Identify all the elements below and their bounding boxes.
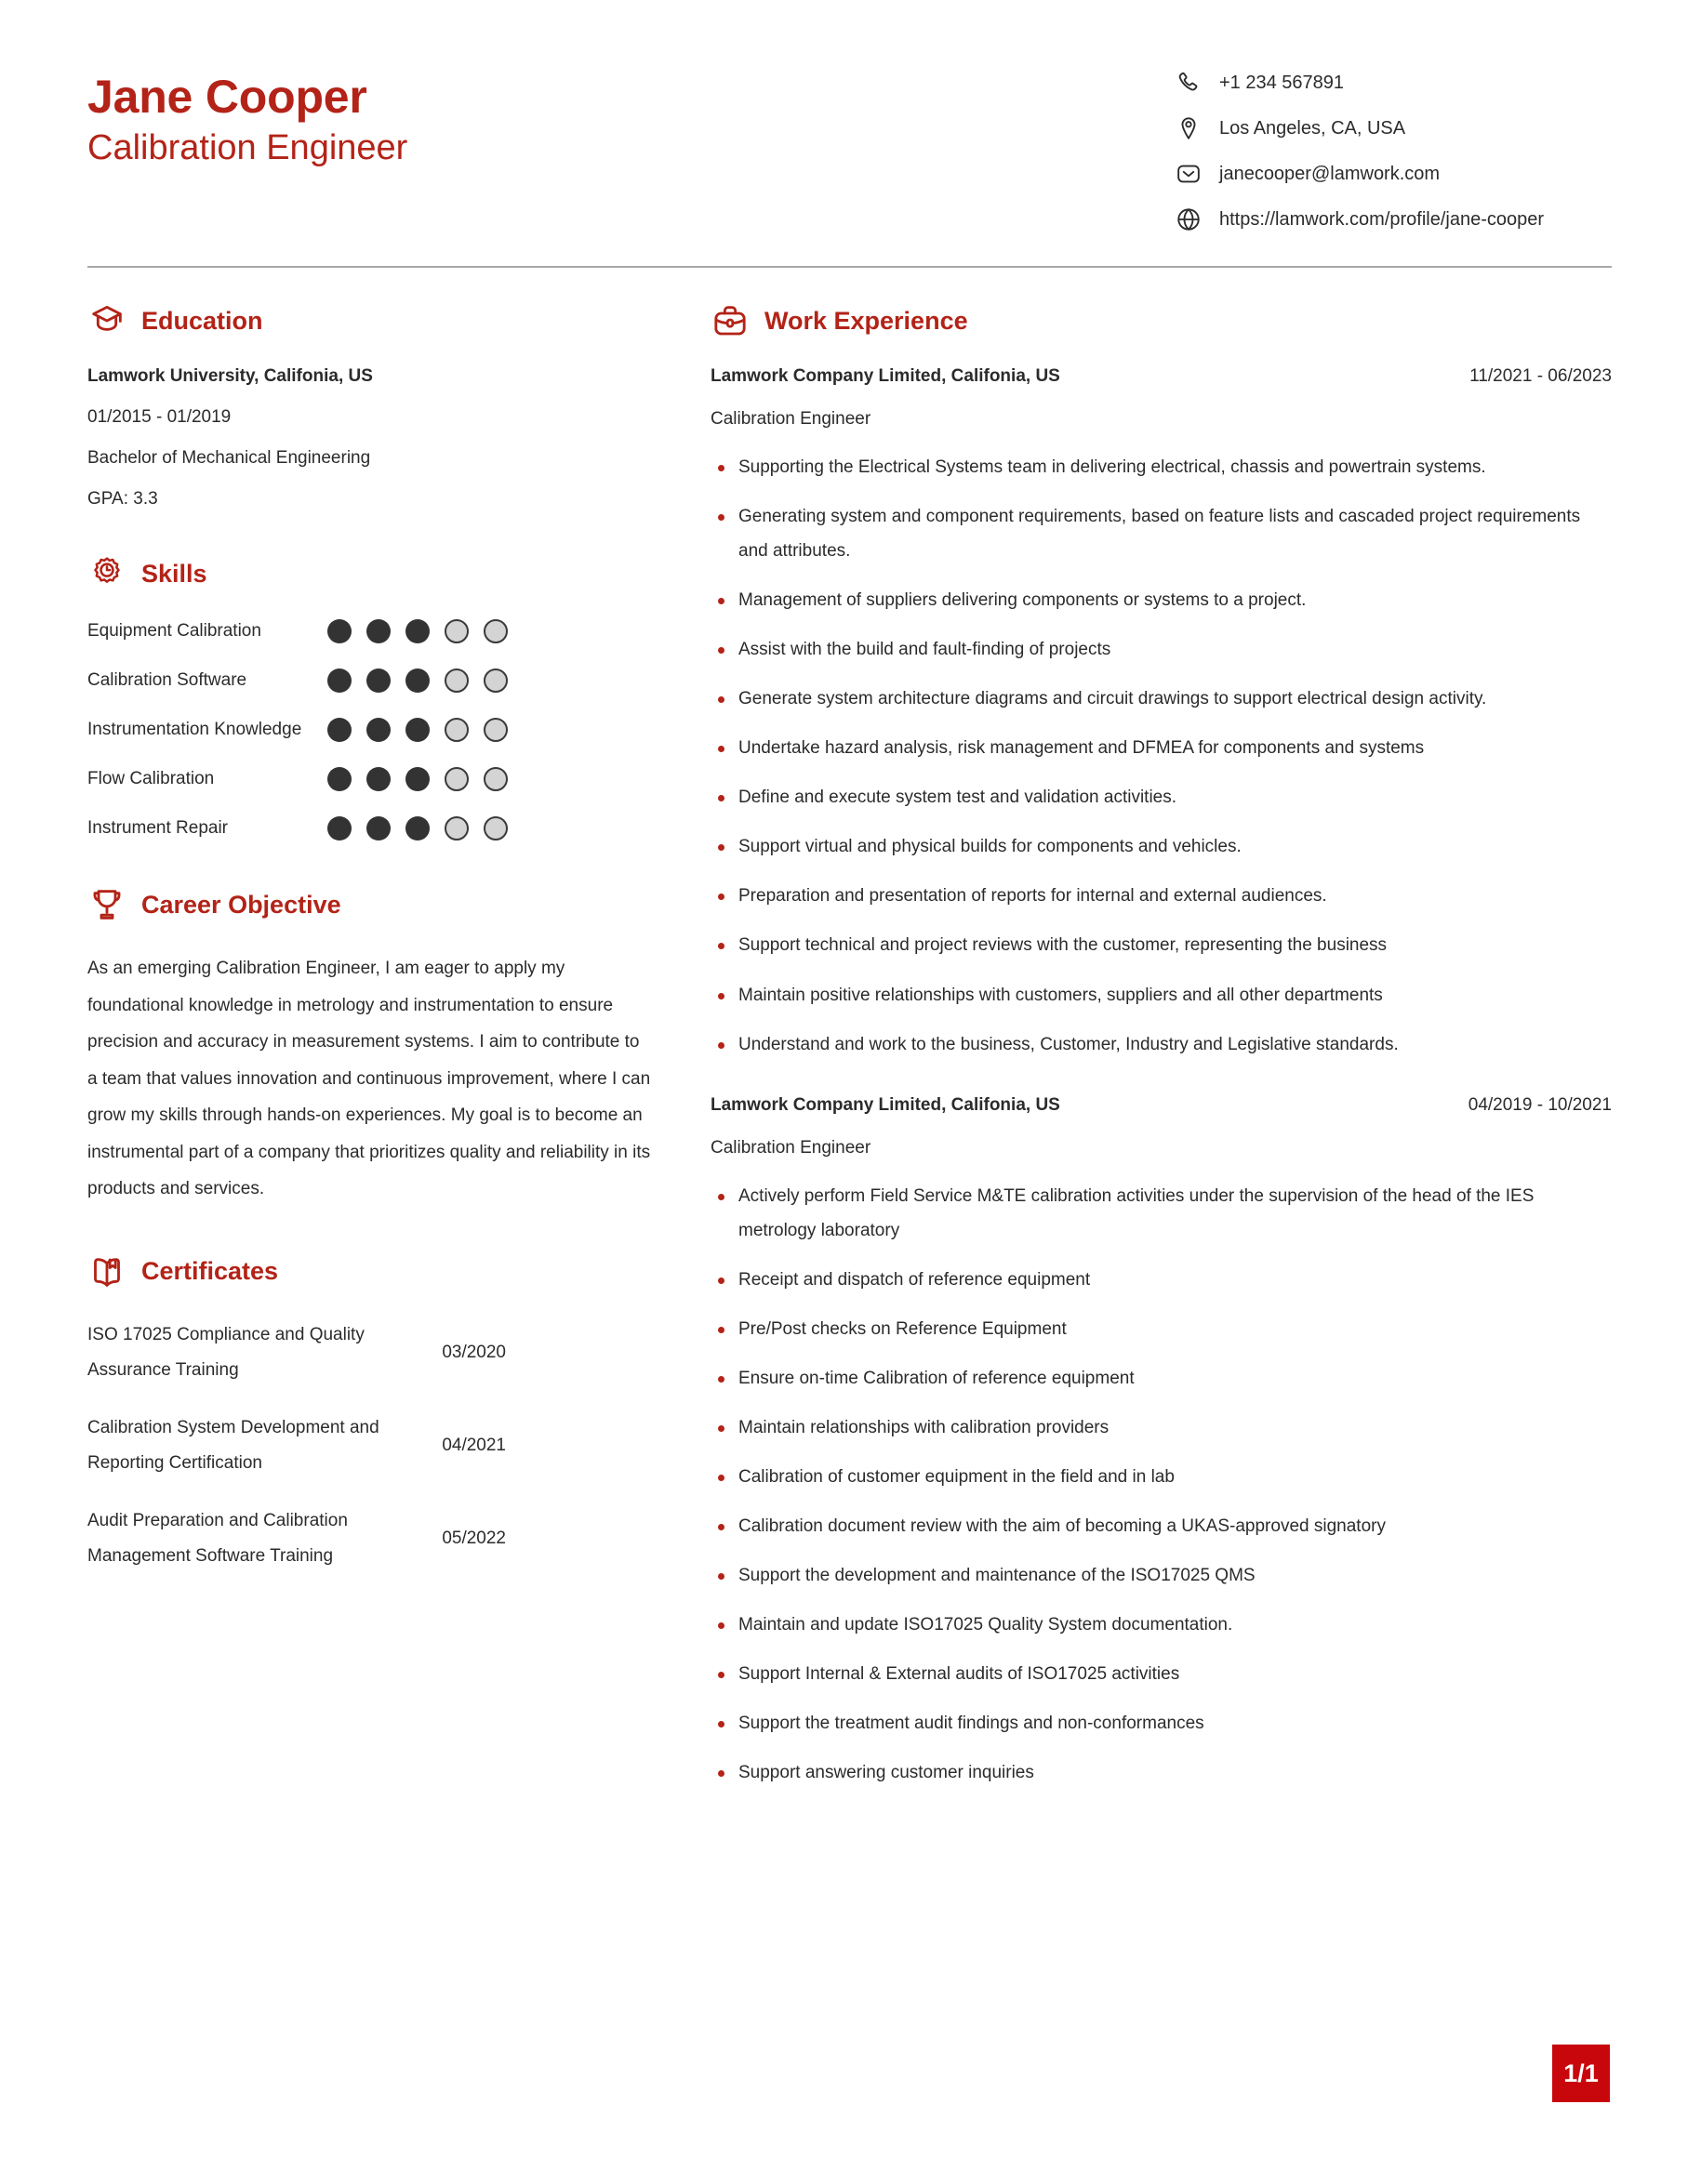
job-bullet: Calibration of customer equipment in the field and in lab: [711, 1460, 1612, 1494]
education-gpa: GPA: 3.3: [87, 489, 158, 509]
left-column: [87, 301, 653, 1619]
job-position: Calibration Engineer: [711, 409, 871, 429]
right-column: [711, 301, 1612, 1805]
rating-dot: [366, 816, 391, 841]
certificates-section: [87, 1252, 653, 1574]
rating-dot: [327, 816, 352, 841]
briefcase-icon: [711, 301, 750, 340]
rating-dot: [327, 668, 352, 693]
skill-row: [87, 718, 653, 742]
rating-dot: [484, 668, 508, 693]
job-bullet: Preparation and presentation of reports for internal and external audiences.: [711, 879, 1612, 913]
rating-dot: [405, 668, 430, 693]
rating-dot: [484, 718, 508, 742]
rating-dot: [484, 816, 508, 841]
gear-clock-icon: [87, 554, 126, 593]
email-icon: [1175, 160, 1203, 188]
rating-dot: [405, 619, 430, 643]
rating-dot: [405, 767, 430, 791]
rating-dot: [445, 668, 469, 693]
certificate-name: Calibration System Development and Reporting Certification: [87, 1417, 379, 1473]
job-bullet: Maintain positive relationships with customers, suppliers and all other departments: [711, 978, 1612, 1013]
job-entry: [711, 1095, 1612, 1791]
job-entry: [711, 366, 1612, 1062]
rating-dot: [366, 718, 391, 742]
job-company: Lamwork Company Limited, Califonia, US: [711, 366, 1060, 386]
contact-location[interactable]: [1175, 114, 1612, 142]
job-bullet: Support the treatment audit findings and non-conformances: [711, 1706, 1612, 1741]
candidate-role: Calibration Engineer: [87, 128, 408, 167]
certificate-date: 04/2021: [442, 1435, 506, 1455]
job-bullet: Understand and work to the business, Customer, Industry and Legislative standards.: [711, 1027, 1612, 1062]
certificate-name: ISO 17025 Compliance and Quality Assurance Training: [87, 1324, 365, 1380]
job-bullet: Undertake hazard analysis, risk management and DFMEA for components and systems: [711, 731, 1612, 765]
education-dates: 01/2015 - 01/2019: [87, 407, 232, 427]
skill-label: Flow Calibration: [87, 769, 215, 788]
job-bullet: Supporting the Electrical Systems team in delivering electrical, chassis and powertrain systems.: [711, 450, 1612, 484]
job-spacer: [711, 1077, 1612, 1095]
job-bullet: Support Internal & External audits of ISO17025 activities: [711, 1657, 1612, 1691]
certificates-heading: [87, 1252, 653, 1291]
contact-website[interactable]: [1175, 205, 1612, 233]
job-bullet: Assist with the build and fault-finding of projects: [711, 632, 1612, 667]
certificate-row: [87, 1410, 653, 1481]
work-title: Work Experience: [764, 306, 968, 335]
certificates-title: Certificates: [141, 1257, 279, 1286]
contact-location-value: Los Angeles, CA, USA: [1219, 118, 1406, 139]
graduation-cap-icon: [87, 301, 126, 340]
education-degree: Bachelor of Mechanical Engineering: [87, 448, 371, 468]
job-bullet: Maintain and update ISO17025 Quality System documentation.: [711, 1608, 1612, 1642]
skill-row: [87, 767, 653, 791]
objective-title: Career Objective: [141, 890, 341, 919]
certificate-row: [87, 1503, 653, 1574]
certificate-name: Audit Preparation and Calibration Management Software Training: [87, 1510, 348, 1566]
job-company: Lamwork Company Limited, Califonia, US: [711, 1094, 1060, 1115]
objective-section: [87, 885, 653, 1208]
open-book-icon: [87, 1252, 126, 1291]
education-title: Education: [141, 306, 263, 335]
job-bullet: Support virtual and physical builds for components and vehicles.: [711, 829, 1612, 864]
job-bullet: Calibration document review with the aim of becoming a UKAS-approved signatory: [711, 1509, 1612, 1543]
work-heading: [711, 301, 1612, 340]
job-bullet: Support technical and project reviews with the customer, representing the business: [711, 928, 1612, 962]
rating-dot: [405, 718, 430, 742]
certificate-date: 03/2020: [442, 1342, 506, 1362]
header-divider: [87, 266, 1612, 268]
rating-dot: [327, 767, 352, 791]
skill-label: Equipment Calibration: [87, 621, 261, 641]
job-header: [711, 366, 1612, 387]
job-bullet: Actively perform Field Service M&TE calibration activities under the supervision of the head of the IES metrology laboratory: [711, 1179, 1612, 1248]
job-bullet-list: [711, 1179, 1612, 1791]
job-header: [711, 1095, 1612, 1116]
skills-section: [87, 554, 653, 841]
job-dates: 11/2021 - 06/2023: [1469, 366, 1612, 386]
page-number-badge: 1/1: [1552, 2045, 1610, 2102]
contact-website-value: https://lamwork.com/profile/jane-cooper: [1219, 209, 1545, 230]
certificate-row: [87, 1317, 653, 1388]
rating-dot: [366, 619, 391, 643]
rating-dot: [484, 619, 508, 643]
job-bullet: Support the development and maintenance of the ISO17025 QMS: [711, 1558, 1612, 1593]
job-bullet: Generate system architecture diagrams and circuit drawings to support electrical design activity.: [711, 682, 1612, 716]
phone-icon: [1175, 69, 1203, 97]
job-dates: 04/2019 - 10/2021: [1468, 1094, 1612, 1115]
job-bullet: Support answering customer inquiries: [711, 1755, 1612, 1790]
job-bullet: Ensure on-time Calibration of reference equipment: [711, 1361, 1612, 1396]
rating-dot: [484, 767, 508, 791]
skills-heading: [87, 554, 653, 593]
trophy-icon: [87, 885, 126, 924]
rating-dot: [445, 767, 469, 791]
skill-rating: [327, 668, 653, 693]
candidate-name: Jane Cooper: [87, 71, 367, 123]
skill-row: [87, 619, 653, 643]
contact-email-value: janecooper@lamwork.com: [1219, 164, 1441, 184]
skill-rating: [327, 767, 653, 791]
education-heading: [87, 301, 653, 340]
job-bullet: Define and execute system test and validation activities.: [711, 780, 1612, 814]
job-bullet: Maintain relationships with calibration providers: [711, 1410, 1612, 1445]
job-position: Calibration Engineer: [711, 1137, 871, 1158]
resume-header: [87, 63, 1612, 251]
rating-dot: [405, 816, 430, 841]
objective-text: As an emerging Calibration Engineer, I am eager to apply my foundational knowledge in metrology and instrumentation to ensure precision and accuracy in measurement systems. I aim to contribute to a team that values innovation and continuous improvement, where I can grow my skills through hands-on experiences. My goal is to become an instrumental part of a company that prioritizes quality and reliability in its products and services.: [87, 959, 651, 1199]
education-section: [87, 301, 653, 510]
skill-label: Calibration Software: [87, 670, 247, 690]
education-school: Lamwork University, Califonia, US: [87, 366, 373, 386]
skill-label: Instrumentation Knowledge: [87, 720, 302, 739]
job-bullet-list: [711, 450, 1612, 1062]
contact-phone-value: +1 234 567891: [1219, 73, 1345, 93]
rating-dot: [445, 718, 469, 742]
contact-email[interactable]: [1175, 160, 1612, 188]
contact-list: [1175, 69, 1612, 251]
globe-icon: [1175, 205, 1203, 233]
location-icon: [1175, 114, 1203, 142]
rating-dot: [366, 668, 391, 693]
objective-heading: [87, 885, 653, 924]
skill-rating: [327, 619, 653, 643]
skill-rating: [327, 718, 653, 742]
rating-dot: [445, 619, 469, 643]
skills-title: Skills: [141, 559, 207, 588]
skill-row: [87, 668, 653, 693]
job-bullet: Management of suppliers delivering components or systems to a project.: [711, 583, 1612, 617]
certificate-date: 05/2022: [442, 1528, 506, 1548]
contact-phone[interactable]: [1175, 69, 1612, 97]
name-block: [87, 63, 407, 171]
skill-label: Instrument Repair: [87, 818, 229, 838]
rating-dot: [327, 718, 352, 742]
job-bullet: Receipt and dispatch of reference equipment: [711, 1263, 1612, 1297]
skill-rating: [327, 816, 653, 841]
rating-dot: [366, 767, 391, 791]
rating-dot: [327, 619, 352, 643]
resume-columns: [87, 301, 1612, 1805]
job-bullet: Generating system and component requirements, based on feature lists and cascaded project requirements and attributes.: [711, 499, 1612, 568]
rating-dot: [445, 816, 469, 841]
job-bullet: Pre/Post checks on Reference Equipment: [711, 1312, 1612, 1346]
skill-row: [87, 816, 653, 841]
resume-sheet: [15, 15, 1684, 2169]
